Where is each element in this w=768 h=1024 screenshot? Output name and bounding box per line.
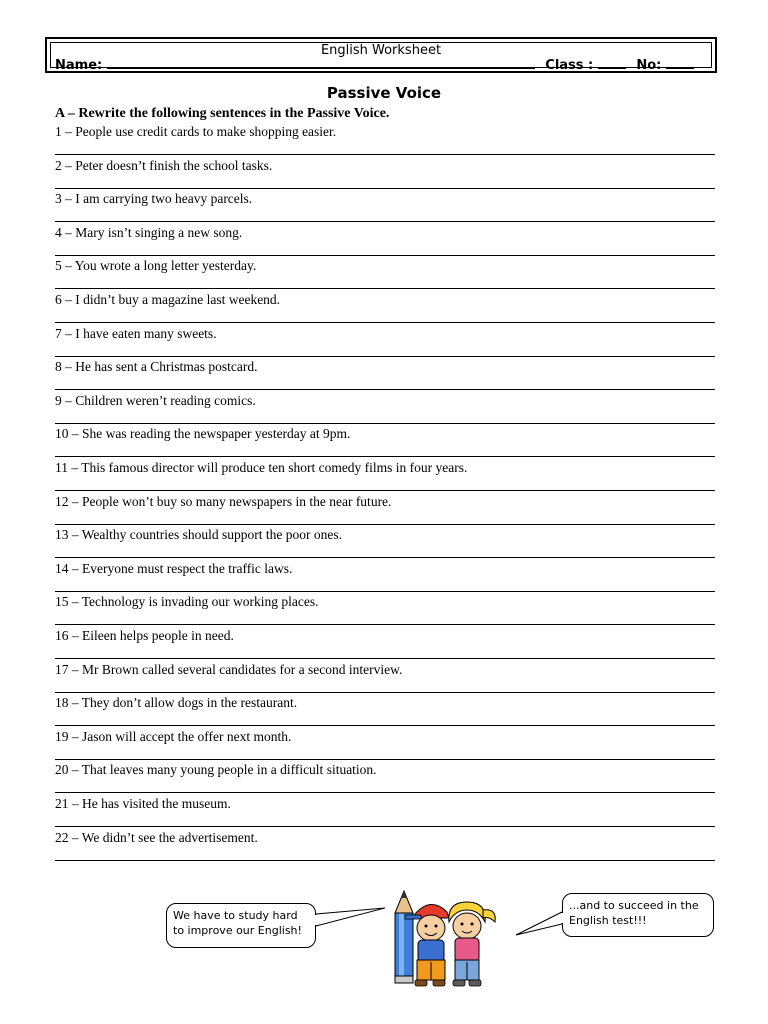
exercise-sentence: 9 – Children weren’t reading comics. <box>55 392 256 408</box>
girl-figure <box>449 902 495 986</box>
exercise-sentence: 6 – I didn’t buy a magazine last weekend. <box>55 292 281 307</box>
exercise-sentence: 14 – Everyone must respect the traffic laws. <box>55 560 293 576</box>
speech-bubble-left-text: We have to study hard to improve our English! <box>173 909 302 937</box>
exercise-sentence: 22 – We didn’t see the advertisement. <box>55 829 258 845</box>
exercise-sentence: 15 – Technology is invading our working places. <box>55 594 319 610</box>
exercise-sentence: 5 – You wrote a long letter yesterday. <box>55 258 257 274</box>
exercise-sentence: 21 – He has visited the museum. <box>55 796 231 811</box>
exercise-sentence: 16 – Eileen helps people in need. <box>55 628 234 643</box>
speech-bubble-right-text: ...and to succeed in the English test!!! <box>569 899 699 927</box>
exercise-sentence: 8 – He has sent a Christmas postcard. <box>55 359 258 375</box>
page-title: Passive Voice <box>326 84 442 102</box>
name-label: Name: <box>55 58 103 73</box>
exercise-sentence: 10 – She was reading the newspaper yesterday at 9pm. <box>55 426 351 442</box>
exercise-sentence: 17 – Mr Brown called several candidates for a second interview. <box>55 661 403 677</box>
exercise-sentence: 13 – Wealthy countries should support the poor ones. <box>55 527 343 543</box>
no-label: No: <box>636 58 662 73</box>
exercise-sentence: 12 – People won’t buy so many newspapers in the near future. <box>55 493 392 509</box>
exercise-sentence: 3 – I am carrying two heavy parcels. <box>55 191 253 207</box>
exercise-sentence: 4 – Mary isn’t singing a new song. <box>55 224 243 240</box>
exercise-sentence: 18 – They don’t allow dogs in the restaurant. <box>55 695 298 711</box>
exercise-sentence: 2 – Peter doesn’t finish the school tasks. <box>55 157 273 173</box>
worksheet-title: English Worksheet <box>320 43 442 58</box>
section-a-instruction: A – Rewrite the following sentences in the Passive Voice. <box>55 106 390 121</box>
exercise-sentence: 20 – That leaves many young people in a difficult situation. <box>55 762 377 778</box>
kids-with-pencil-illustration <box>385 888 515 988</box>
exercise-sentence: 7 – I have eaten many sweets. <box>55 325 217 341</box>
pencil-icon <box>395 891 413 983</box>
exercise-sentence: 1 – People use credit cards to make shopping easier. <box>55 124 337 139</box>
left-bubble-tail <box>316 908 385 926</box>
exercise-sentence: 19 – Jason will accept the offer next month. <box>55 728 292 744</box>
right-bubble-tail <box>516 912 562 935</box>
class-label: Class : <box>545 58 594 73</box>
exercise-sentence: 11 – This famous director will produce ten short comedy films in four years. <box>55 460 468 475</box>
